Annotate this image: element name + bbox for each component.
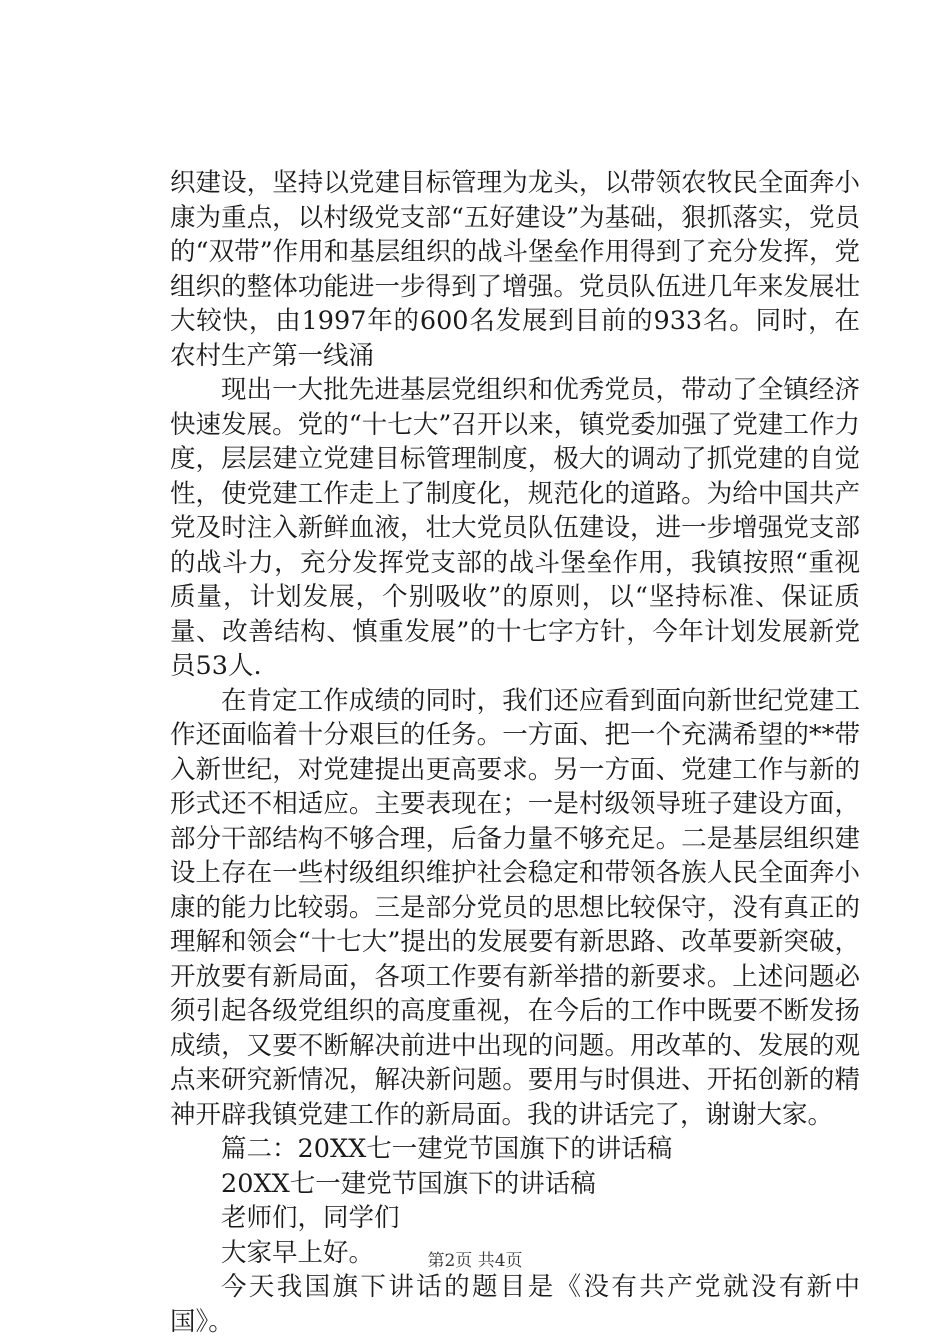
speech-greeting: 大家早上好。: [221, 1237, 375, 1268]
document-body: [170, 166, 860, 1339]
paragraph-challenges: 在肯定工作成绩的同时，我们还应看到面向新世纪党建工作还面临着十分艰巨的任务。一方面、把一个充满希望的**带入新世纪，对党建提出更高要求。另一方面、党建工作与新的形式还不相适应。主要表现在；一是村级领导班子建设方面，部分干部结构不够合理，后备力量不够充足。二是基层组织建设上存在一些村级组织维护社会稳定和带领各族人民全面奔小康的能力比较弱。三是部分党员的思想比较保守，没有真正的理解和领会“十七大”提出的发展要有新思路、改革要新突破，开放要有新局面，各项工作要有新举措的新要求。上述问题必须引起各级党组织的高度重视，在今后的工作中既要不断发扬成绩，又要不断解决前进中出现的问题。用改革的、发展的观点来研究新情况，解决新问题。要用与时俱进、开拓创新的精神开辟我镇党建工作的新局面。我的讲话完了，谢谢大家。: [170, 685, 860, 1130]
speech-salutation: 老师们，同学们: [221, 1203, 400, 1233]
section-heading: 篇二：20XX七一建党节国旗下的讲话稿: [221, 1134, 673, 1164]
speech-title: 20XX七一建党节国旗下的讲话稿: [221, 1168, 596, 1199]
paragraph-continuation: 织建设，坚持以党建目标管理为龙头，以带领农牧民全面奔小康为重点，以村级党支部“五好建设”为基础，狠抓落实，党员的“双带”作用和基层组织的战斗堡垒作用得到了充分发挥，党组织的整体功能进一步得到了增强。党员队伍进几年来发展壮大较快，由1997年的600名发展到目前的933名。同时，在农村生产第一线涌: [170, 168, 860, 371]
page-number-footer: 第2页 共4页: [427, 1251, 523, 1271]
paragraph-party-development: 现出一大批先进基层党组织和优秀党员，带动了全镇经济快速发展。党的“十七大”召开以来，镇党委加强了党建工作力度，层层建立党建目标管理制度，极大的调动了抓党建的自觉性，使党建工作走上了制度化，规范化的道路。为给中国共产党及时注入新鲜血液，壮大党员队伍建设，进一步增强党支部的战斗力，充分发挥党支部的战斗堡垒作用，我镇按照“重视质量，计划发展，个别吸收”的原则，以“坚持标准、保证质量、改善结构、慎重发展”的十七字方针，今年计划发展新党员53人.: [170, 375, 860, 681]
speech-topic: 今天我国旗下讲话的题目是《没有共产党就没有新中国》。: [170, 1272, 860, 1337]
